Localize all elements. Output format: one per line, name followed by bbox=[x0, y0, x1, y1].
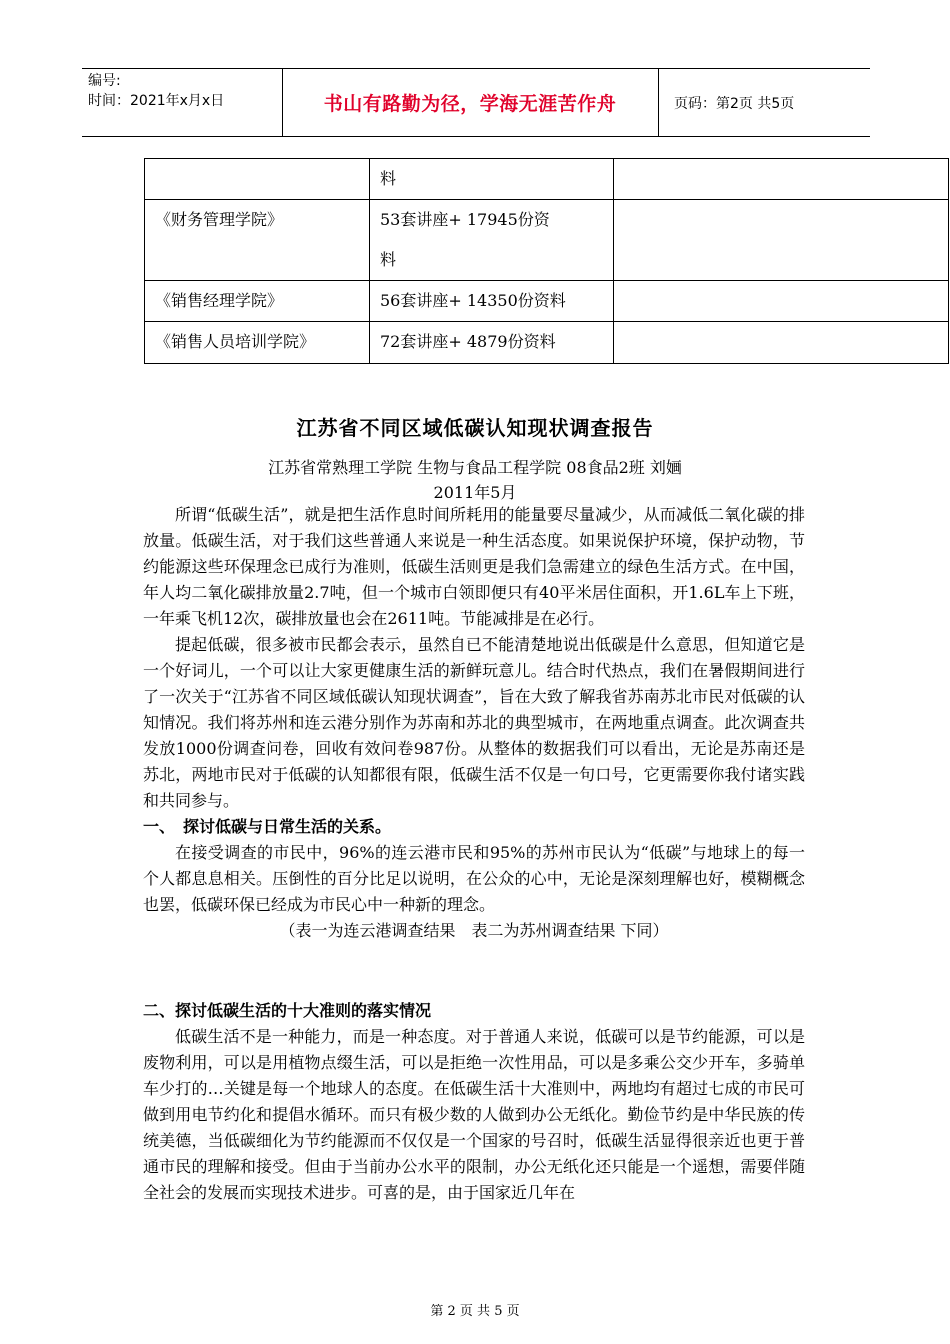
time-label: 时间：2021年x月x日 bbox=[88, 93, 225, 109]
resource-table bbox=[144, 158, 949, 364]
section-heading: 二、探讨低碳生活的十大准则的落实情况 bbox=[143, 1001, 432, 1020]
page-header bbox=[82, 68, 870, 137]
page-footer: 第 2 页 共 5 页 bbox=[430, 1304, 520, 1319]
table-row bbox=[145, 322, 949, 364]
table-cell-extra bbox=[614, 322, 949, 364]
author-line: 江苏省常熟理工学院 生物与食品工程学院 08食品2班 刘婳 bbox=[268, 458, 682, 477]
report-date: 2011年5月 bbox=[433, 483, 517, 502]
intro-paragraph: 提起低碳，很多被市民都会表示，虽然自已不能清楚地说出低碳是什么意思，但知道它是一个好词儿，一个可以让大家更健康生活的新鲜玩意儿。结合时代热点，我们在暑假期间进行了一次关于“江苏省不同区域低碳认知现状调查”，旨在大致了解我省苏南苏北市民对低碳的认知情况。我们将苏州和连云港分别作为苏南和苏北的典型城市，在两地重点调查。此次调查共发放1000份调查问卷，回收有效问卷987份。从整体的数据我们可以看出，无论是苏南还是苏北，两地市民对于低碳的认知都很有限，低碳生活不仅是一句口号，它更需要你我付诸实践和共同参与。 bbox=[143, 635, 805, 810]
table-cell-content: 53套讲座+ 17945份资 料 bbox=[370, 200, 614, 281]
header-page-info bbox=[666, 69, 866, 136]
section-paragraph: 在接受调查的市民中，96%的连云港市民和95%的苏州市民认为“低碳”与地球上的每一个人都息息相关。压倒性的百分比足以说明，在公众的心中，无论是深刻理解也好，模糊概念也罢，低碳环保已经成为市民心中一种新的理念。 bbox=[143, 843, 805, 914]
table-cell-name: 《销售人员培训学院》 bbox=[145, 322, 370, 364]
table-cell-name: 《财务管理学院》 bbox=[145, 200, 370, 281]
number-label: 编号: bbox=[88, 73, 121, 89]
table-cell-extra bbox=[614, 159, 949, 200]
header-meta bbox=[82, 69, 282, 136]
table-cell-name bbox=[145, 159, 370, 200]
table-row bbox=[145, 200, 949, 281]
report-body bbox=[143, 502, 805, 944]
header-motto: 书山有路勤为径，学海无涯苦作舟 bbox=[323, 93, 617, 115]
report-title: 江苏省不同区域低碳认知现状调查报告 bbox=[296, 416, 654, 440]
table-cell-content: 56套讲座+ 14350份资料 bbox=[370, 281, 614, 322]
section-paragraph: 低碳生活不是一种能力，而是一种态度。对于普通人来说，低碳可以是节约能源，可以是废物利用，可以是用植物点缀生活，可以是拒绝一次性用品，可以是多乘公交少开车，多骑单车少打的…关键是每一个地球人的态度。在低碳生活十大准则中，两地均有超过七成的市民可做到用电节约化和提倡水循环。而只有极少数的人做到办公无纸化。勤俭节约是中华民族的传统美德，当低碳细化为节约能源而不仅仅是一个国家的号召时，低碳生活显得很亲近也更于普通市民的理解和接受。但由于当前办公水平的限制，办公无纸化还只能是一个遥想，需要伴随全社会的发展而实现技术进步。可喜的是，由于国家近几年在 bbox=[143, 1027, 805, 1202]
header-divider bbox=[658, 69, 659, 136]
table-row bbox=[145, 281, 949, 322]
table-row bbox=[145, 159, 949, 200]
table-note: （表一为连云港调查结果 表二为苏州调查结果 下同） bbox=[279, 921, 669, 940]
table-cell-content: 料 bbox=[370, 159, 614, 200]
table-cell-content: 72套讲座+ 4879份资料 bbox=[370, 322, 614, 364]
table-cell-name: 《销售经理学院》 bbox=[145, 281, 370, 322]
page-info-text: 页码：第2页 共5页 bbox=[674, 95, 795, 112]
report-body-section2 bbox=[143, 998, 805, 1206]
table-cell-extra bbox=[614, 281, 949, 322]
header-divider bbox=[282, 69, 283, 136]
table-cell-extra bbox=[614, 200, 949, 281]
section-heading: 一、 探讨低碳与日常生活的关系。 bbox=[143, 817, 392, 836]
intro-paragraph: 所谓“低碳生活”，就是把生活作息时间所耗用的能量要尽量减少，从而减低二氧化碳的排放量。低碳生活，对于我们这些普通人来说是一种生活态度。如果说保护环境，保护动物，节约能源这些环保理念已成行为准则，低碳生活则更是我们急需建立的绿色生活方式。在中国，年人均二氧化碳排放量2.7吨，但一个城市白领即便只有40平米居住面积，开1.6L车上下班，一年乘飞机12次，碳排放量也会在2611吨。节能减排是在必行。 bbox=[143, 505, 805, 628]
